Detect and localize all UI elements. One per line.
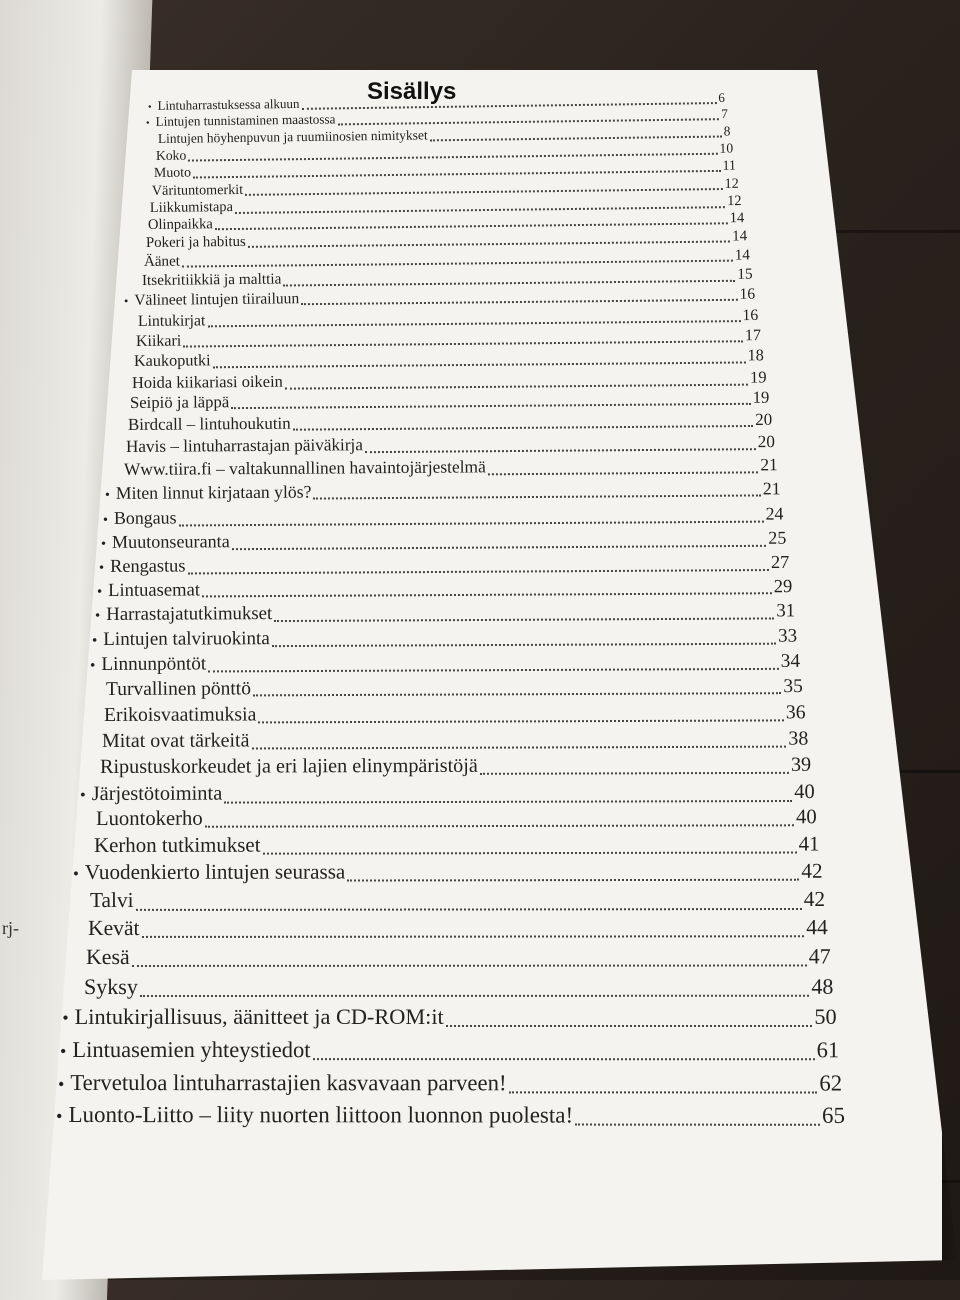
toc-bullet: • bbox=[73, 863, 80, 883]
toc-entry-label: Mitat ovat tärkeitä bbox=[102, 729, 250, 752]
toc-leader-dots bbox=[142, 914, 805, 938]
toc-leader-dots bbox=[208, 648, 779, 672]
toc-page-number: 31 bbox=[775, 600, 795, 622]
toc-entry bbox=[100, 749, 811, 779]
toc-page-number: 62 bbox=[819, 1070, 843, 1096]
toc-page-number: 61 bbox=[816, 1037, 840, 1063]
toc-entry-label: Hoida kiikariasi oikein bbox=[131, 371, 284, 392]
toc-entry-label: Kerhon tutkimukset bbox=[94, 832, 261, 857]
toc-page-number: 14 bbox=[732, 228, 748, 245]
toc-page-number: 14 bbox=[734, 247, 751, 264]
toc-page-number: 8 bbox=[723, 123, 731, 139]
toc-entry-label: Syksy bbox=[84, 973, 139, 999]
toc-bullet: • bbox=[100, 535, 106, 552]
toc-page-number: 19 bbox=[752, 387, 770, 407]
toc-leader-dots bbox=[347, 858, 799, 882]
toc-entry-label: Kiikari bbox=[135, 332, 182, 350]
toc-bullet: • bbox=[58, 1073, 65, 1094]
toc-entry bbox=[58, 1065, 842, 1096]
toc-entry-label: Liikkumistapa bbox=[149, 198, 234, 216]
toc-page-number: 47 bbox=[809, 944, 832, 969]
toc-bullet: • bbox=[145, 117, 150, 129]
toc-entry-label: Lintukirjallisuus, äänitteet ja CD-ROM:it bbox=[74, 1003, 444, 1029]
toc-page-number: 21 bbox=[760, 454, 778, 475]
toc-entry-label: Talvi bbox=[90, 887, 134, 912]
toc-leader-dots bbox=[259, 700, 785, 724]
toc-entry-label: Koko bbox=[155, 147, 187, 163]
toc-entry-label: Vuodenkierto lintujen seurassa bbox=[84, 859, 346, 884]
toc-page-number: 16 bbox=[742, 306, 759, 325]
toc-leader-dots bbox=[224, 779, 792, 803]
toc-leader-dots bbox=[252, 726, 787, 750]
toc-entry-label: Lintukirjat bbox=[137, 312, 206, 330]
toc-bullet: • bbox=[60, 1040, 67, 1061]
toc-page-number: 24 bbox=[765, 503, 784, 524]
toc-entry bbox=[88, 911, 828, 941]
toc-leader-dots bbox=[263, 831, 797, 855]
toc-entry-label: Rengastus bbox=[109, 555, 186, 576]
toc-page-number: 42 bbox=[801, 858, 823, 883]
toc-entry-label: Kesä bbox=[86, 944, 131, 969]
toc-leader-dots bbox=[480, 752, 789, 775]
toc-entry-label: Ripustuskorkeudet ja eri lajien elinympäristöjä bbox=[100, 754, 479, 778]
toc-page-number: 34 bbox=[780, 650, 801, 672]
toc-entry-label: Luontokerho bbox=[96, 807, 204, 830]
toc-entry-label: Turvallinen pönttö bbox=[106, 678, 252, 700]
toc-leader-dots bbox=[509, 1069, 818, 1094]
toc-bullet: • bbox=[96, 583, 102, 600]
toc-entry-label: Harrastajatutkimukset bbox=[105, 603, 272, 625]
toc-entry bbox=[90, 883, 825, 913]
toc-bullet: • bbox=[92, 631, 98, 649]
toc-bullet: • bbox=[90, 656, 96, 674]
toc-bullet: • bbox=[94, 607, 100, 624]
toc-leader-dots bbox=[272, 623, 776, 646]
toc-entry-label: Kaukoputki bbox=[133, 351, 211, 370]
toc-leader-dots bbox=[274, 598, 774, 621]
toc-entry-label: Värituntomerkit bbox=[151, 181, 244, 199]
toc-entry-label: Tervetuloa lintuharrastajien kasvavaan parveen! bbox=[70, 1069, 507, 1096]
toc-entry-label: Kevät bbox=[88, 915, 140, 940]
toc-page-number: 20 bbox=[755, 409, 773, 429]
toc-page-number: 6 bbox=[718, 89, 725, 106]
toc-entry-label: Lintuharrastuksessa alkuun bbox=[157, 95, 300, 113]
toc-entry-label: Birdcall – lintuhoukutin bbox=[128, 413, 291, 434]
toc-page-number: 20 bbox=[757, 432, 776, 452]
toc-entry-label: Linnunpöntöt bbox=[101, 653, 207, 675]
toc-entry-label: Pokeri ja habitus bbox=[145, 233, 246, 251]
toc-leader-dots bbox=[575, 1101, 820, 1126]
toc-page-number: 50 bbox=[814, 1003, 837, 1029]
toc-page-number: 17 bbox=[745, 327, 762, 345]
toc-leader-dots bbox=[365, 431, 756, 453]
toc-bullet: • bbox=[124, 293, 129, 308]
toc-page-number: 27 bbox=[770, 551, 790, 572]
toc-entry-label: Bongaus bbox=[113, 507, 177, 528]
toc-page-number: 29 bbox=[773, 576, 792, 598]
toc-entry-label: Lintujen tunnistaminen maastossa bbox=[155, 111, 336, 129]
toc-leader-dots bbox=[313, 1036, 815, 1061]
toc-bullet: • bbox=[98, 559, 104, 576]
toc-page-number: 65 bbox=[822, 1102, 846, 1128]
toc-page-number: 40 bbox=[793, 780, 815, 803]
toc-leader-dots bbox=[213, 345, 746, 368]
toc-entry-label: Erikoisvaatimuksia bbox=[104, 703, 257, 726]
toc-entry-label: Välineet lintujen tiirailuun bbox=[134, 290, 300, 309]
toc-entry-label: Seipiö ja läppä bbox=[129, 392, 230, 412]
toc-entry-label: Itsekritiikkiä ja malttia bbox=[141, 270, 282, 289]
toc-page-number: 16 bbox=[739, 285, 756, 303]
toc-entry bbox=[56, 1097, 845, 1129]
toc-bullet: • bbox=[147, 101, 152, 114]
toc-leader-dots bbox=[202, 574, 772, 598]
toc-page-number: 33 bbox=[778, 625, 798, 647]
toc-entry-label: Muoto bbox=[153, 165, 192, 181]
toc-page-number: 35 bbox=[783, 676, 804, 698]
toc-leader-dots bbox=[232, 526, 767, 549]
toc-page-number: 38 bbox=[788, 727, 809, 750]
toc-leader-dots bbox=[187, 550, 769, 574]
toc-entry bbox=[96, 801, 817, 831]
toc-page-number: 48 bbox=[811, 973, 834, 999]
toc-entry-label: Lintuasemat bbox=[107, 579, 200, 601]
toc-leader-dots bbox=[140, 973, 809, 997]
toc-bullet: • bbox=[102, 511, 109, 528]
toc-title: Sisällys bbox=[367, 78, 457, 105]
toc-entry-label: Olinpaikka bbox=[147, 216, 213, 233]
toc-page-number: 42 bbox=[804, 886, 826, 911]
toc-entry bbox=[86, 940, 831, 970]
toc-bullet: • bbox=[56, 1106, 63, 1127]
toc-leader-dots bbox=[446, 1003, 813, 1027]
toc-entry bbox=[73, 855, 823, 885]
toc-page-number: 14 bbox=[729, 210, 745, 227]
toc-entry-label: Muutonseuranta bbox=[111, 531, 230, 552]
toc-page-number: 36 bbox=[786, 701, 806, 724]
toc-page-number: 18 bbox=[747, 346, 765, 365]
toc-page-number: 11 bbox=[722, 158, 737, 174]
toc-bullet: • bbox=[105, 486, 111, 503]
toc-leader-dots bbox=[132, 943, 807, 967]
toc-leader-dots bbox=[253, 674, 781, 698]
toc-entry-label: Lintujen höyhenpuvun ja ruumiinosien nimitykset bbox=[157, 127, 428, 146]
toc-page-number: 41 bbox=[798, 831, 820, 856]
toc-bullet: • bbox=[62, 1007, 69, 1028]
toc-page-number: 21 bbox=[762, 478, 781, 499]
toc-entry bbox=[84, 970, 833, 1000]
toc-entry bbox=[62, 1000, 836, 1030]
toc-entry-label: Lintuasemien yhteystiedot bbox=[72, 1036, 311, 1063]
toc-page-number: 39 bbox=[791, 753, 812, 776]
toc-entry-label: Miten linnut kirjataan ylös? bbox=[116, 481, 312, 503]
toc-page-number: 12 bbox=[724, 175, 739, 192]
toc-entry-label: Havis – lintuharrastajan päiväkirja bbox=[126, 435, 364, 456]
toc-page-number: 12 bbox=[727, 192, 742, 210]
toc-page-number: 40 bbox=[796, 806, 818, 829]
toc-page-number: 15 bbox=[737, 265, 753, 283]
toc-entry bbox=[94, 828, 820, 858]
toc-entry-label: Äänet bbox=[143, 253, 181, 270]
toc-leader-dots bbox=[178, 502, 763, 526]
toc-entry bbox=[60, 1032, 839, 1063]
toc-entry-label: Luonto-Liitto – liity nuorten liittoon luonnon puolesta! bbox=[68, 1102, 574, 1128]
toc-bullet: • bbox=[79, 784, 86, 804]
toc-leader-dots bbox=[136, 886, 802, 910]
toc-entry-label: Järjestötoiminta bbox=[91, 782, 222, 805]
toc-leader-dots bbox=[488, 454, 759, 475]
toc-page-number: 44 bbox=[806, 915, 829, 940]
toc-leader-dots bbox=[313, 477, 761, 500]
toc-leader-dots bbox=[205, 804, 794, 828]
facing-page-text-fragment: rj- bbox=[2, 918, 19, 938]
toc-page-number: 19 bbox=[750, 367, 767, 387]
toc-entry-label: Lintujen talviruokinta bbox=[103, 628, 271, 650]
toc-page-number: 7 bbox=[720, 106, 728, 122]
toc-entry-label: Www.tiira.fi – valtakunnallinen havaintojärjestelmä bbox=[124, 456, 487, 479]
toc-page-number: 10 bbox=[719, 140, 734, 156]
toc-page-number: 25 bbox=[768, 527, 787, 548]
